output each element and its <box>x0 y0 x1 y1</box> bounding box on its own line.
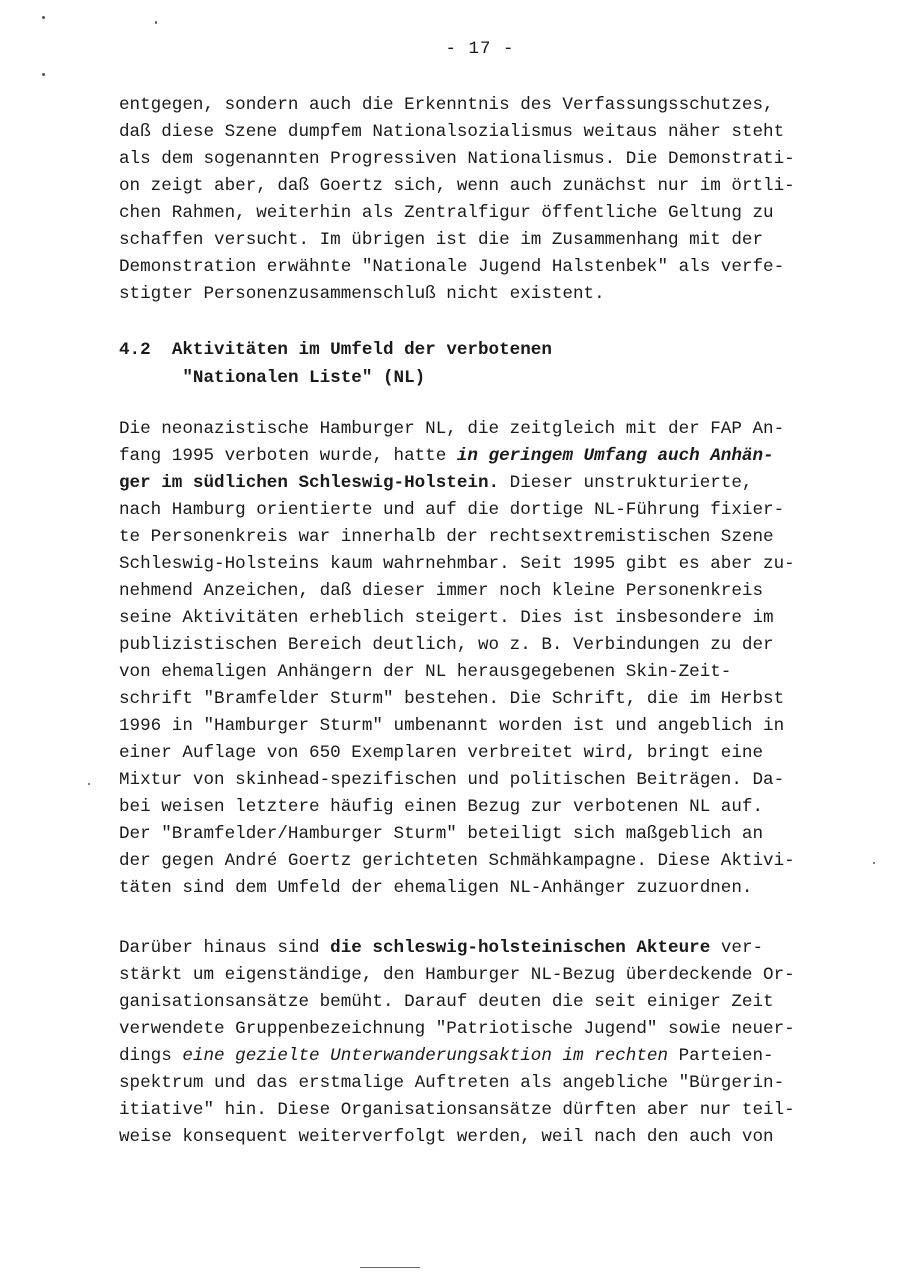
text-line: der gegen André Goertz gerichteten Schmähkampagne. Diese Aktivi- <box>119 851 795 871</box>
italic-text: eine gezielte Unterwanderungsaktion im rechten <box>182 1046 669 1066</box>
text-line: als dem sogenannten Progressiven Nationalismus. Die Demonstrati- <box>119 149 795 169</box>
text-line: täten sind dem Umfeld der ehemaligen NL-Anhänger zuzuordnen. <box>119 878 753 898</box>
paragraph-3 <box>119 935 839 1151</box>
text-line: entgegen, sondern auch die Erkenntnis des Verfassungsschutzes, <box>119 95 774 115</box>
scan-speck <box>873 862 875 864</box>
text-line: weise konsequent weiterverfolgt werden, weil nach den auch von <box>119 1127 774 1147</box>
text-line: stärkt um eigenständige, den Hamburger NL-Bezug überdeckende Or- <box>119 965 795 985</box>
text-line: Parteien- <box>668 1046 774 1066</box>
text-line: chen Rahmen, weiterhin als Zentralfigur öffentliche Geltung zu <box>119 203 774 223</box>
scan-speck <box>42 73 45 76</box>
text-line: te Personenkreis war innerhalb der rechtsextremistischen Szene <box>119 527 774 547</box>
text-line: verwendete Gruppenbezeichnung "Patriotische Jugend" sowie neuer- <box>119 1019 795 1039</box>
text-line: stigter Personenzusammenschluß nicht existent. <box>119 284 605 304</box>
text-line: schaffen versucht. Im übrigen ist die im Zusammenhang mit der <box>119 230 764 250</box>
text-line: Darüber hinaus sind <box>119 938 331 958</box>
scan-speck <box>88 783 90 785</box>
page-number: - 17 - <box>445 39 515 59</box>
text-line: Demonstration erwähnte "Nationale Jugend Halstenbek" als verfe- <box>119 257 785 277</box>
text-line: von ehemaligen Anhängern der NL herausgegebenen Skin-Zeit- <box>119 662 732 682</box>
text-line: bei weisen letztere häufig einen Bezug zur verbotenen NL auf. <box>119 797 764 817</box>
bottom-rule <box>360 1267 420 1268</box>
text-line: ver- <box>710 938 764 958</box>
section-heading <box>119 336 552 392</box>
scan-speck <box>155 21 157 24</box>
section-number: 4.2 <box>119 340 151 360</box>
paragraph-1 <box>119 92 839 308</box>
text-line: Der "Bramfelder/Hamburger Sturm" beteiligt sich maßgeblich an <box>119 824 764 844</box>
text-line: nach Hamburg orientierte und auf die dortige NL-Führung fixier- <box>119 500 785 520</box>
text-line: Die neonazistische Hamburger NL, die zeitgleich mit der FAP An- <box>119 419 785 439</box>
text-line: schrift "Bramfelder Sturm" bestehen. Die Schrift, die im Herbst <box>119 689 785 709</box>
text-line: itiative" hin. Diese Organisationsansätze dürften aber nur teil- <box>119 1100 795 1120</box>
bold-text: die schleswig-holsteinischen Akteure <box>330 938 711 958</box>
text-line: on zeigt aber, daß Goertz sich, wenn auch zunächst nur im örtli- <box>119 176 795 196</box>
text-line: dings <box>119 1046 183 1066</box>
section-title-line1: Aktivitäten im Umfeld der verbotenen <box>171 340 552 360</box>
text-line: Dieser unstrukturierte, <box>499 473 753 493</box>
section-title-line2: "Nationalen Liste" (NL) <box>182 368 426 388</box>
text-line: Schleswig-Holsteins kaum wahrnehmbar. Seit 1995 gibt es aber zu- <box>119 554 795 574</box>
text-line: nehmend Anzeichen, daß dieser immer noch kleine Personenkreis <box>119 581 764 601</box>
text-line: spektrum und das erstmalige Auftreten als angebliche "Bürgerin- <box>119 1073 785 1093</box>
text-line: ganisationsansätze bemüht. Darauf deuten die seit einiger Zeit <box>119 992 774 1012</box>
text-line: daß diese Szene dumpfem Nationalsozialismus weitaus näher steht <box>119 122 785 142</box>
text-line: Mixtur von skinhead-spezifischen und politischen Beiträgen. Da- <box>119 770 785 790</box>
text-line: einer Auflage von 650 Exemplaren verbreitet wird, bringt eine <box>119 743 764 763</box>
emphasis-text: in geringem Umfang auch Anhän- <box>456 446 774 466</box>
text-line: publizistischen Bereich deutlich, wo z. B. Verbindungen zu der <box>119 635 774 655</box>
scan-speck <box>42 16 45 19</box>
paragraph-2 <box>119 416 839 902</box>
text-line: seine Aktivitäten erheblich steigert. Dies ist insbesondere im <box>119 608 774 628</box>
text-line: fang 1995 verboten wurde, hatte <box>119 446 457 466</box>
bold-text: ger im südlichen Schleswig-Holstein. <box>119 473 500 493</box>
text-line: 1996 in "Hamburger Sturm" umbenannt worden ist und angeblich in <box>119 716 785 736</box>
